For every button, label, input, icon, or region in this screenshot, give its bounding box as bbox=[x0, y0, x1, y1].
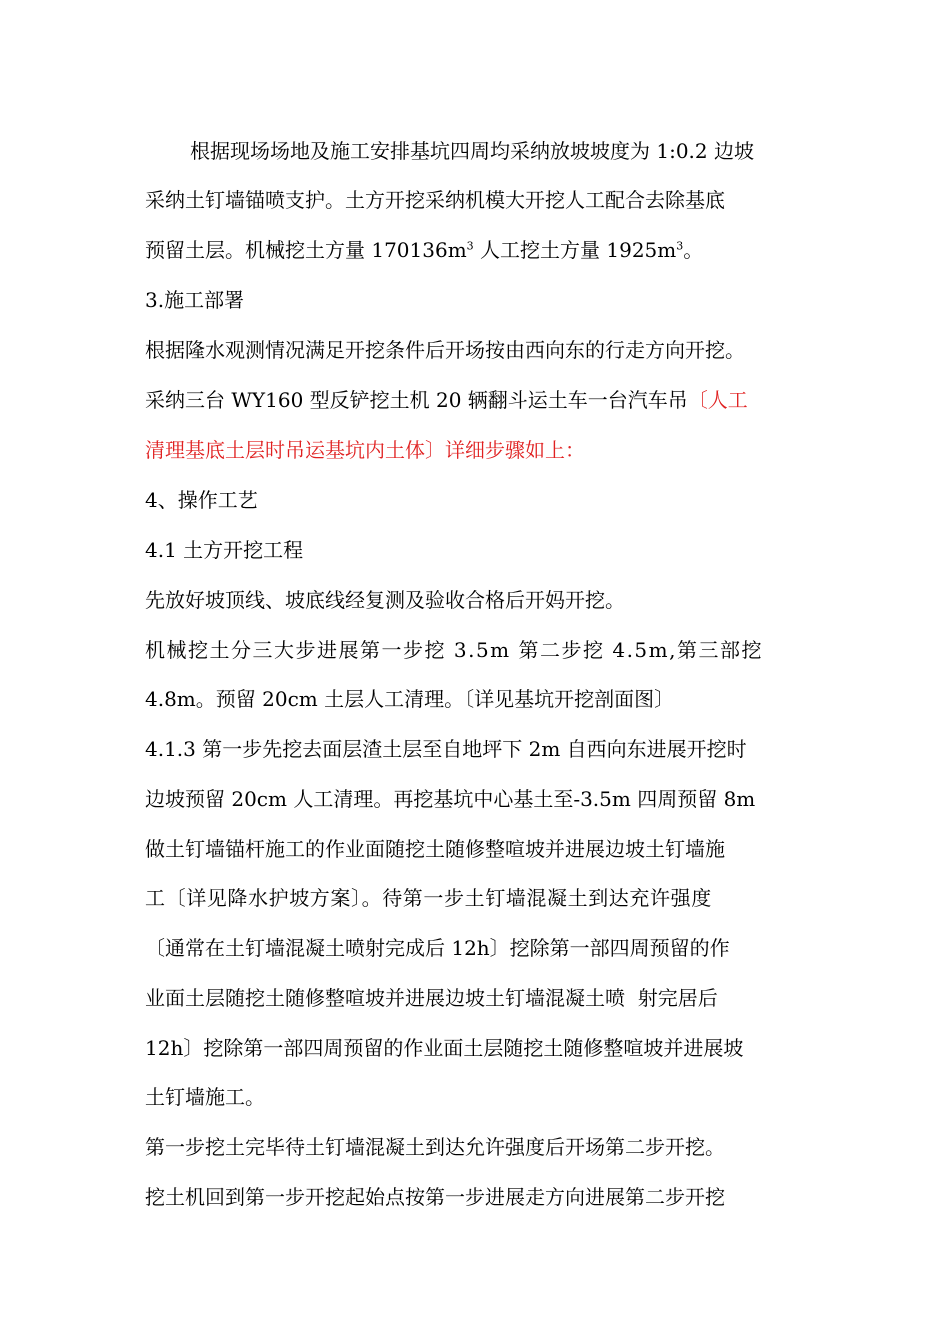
highlighted-text: 〔人工 bbox=[687, 388, 748, 412]
text-segment: 采纳三台 WY160 型反铲挖土机 20 辆翻斗运土车一台汽车吊 bbox=[145, 388, 688, 412]
paragraph-line: 第一步挖土完毕待土钉墙混凝土到达允许强度后开场第二步开挖。 bbox=[145, 1135, 725, 1159]
paragraph-line: 4.8m。预留 20cm 土层人工清理。〔详见基坑开挖剖面图〕 bbox=[145, 687, 675, 711]
text-segment: 。 bbox=[683, 238, 704, 262]
superscript: 3 bbox=[676, 239, 684, 253]
paragraph-line: 4.1.3 第一步先挖去面层渣土层至自地坪下 2m 自西向东进展开挖时 bbox=[145, 737, 747, 761]
paragraph-line: 做土钉墙锚杆施工的作业面随挖土随修整喧坡并进展边坡土钉墙施 bbox=[145, 837, 725, 861]
section-heading: 4、操作工艺 bbox=[145, 488, 258, 512]
paragraph-line: 工〔详见降水护坡方案〕。待第一步土钉墙混凝土到达充许强度 bbox=[145, 886, 712, 910]
section-heading: 3.施工部署 bbox=[145, 288, 245, 312]
paragraph-line: 机械挖土分三大步进展第一步挖 3.5m 第二步挖 4.5m,第三部挖 bbox=[145, 638, 763, 662]
paragraph-line: 根据隆水观测情况满足开挖条件后开场按由西向东的行走方向开挖。 bbox=[145, 338, 745, 362]
paragraph-line: 采纳土钉墙锚喷支护。土方开挖采纳机模大开挖人工配合去除基底 bbox=[145, 188, 725, 212]
paragraph-line: 12h〕挖除第一部四周预留的作业面土层随挖土随修整喧坡并进展坡 bbox=[145, 1036, 744, 1060]
text-segment: 人工挖土方量 1925m bbox=[473, 238, 677, 262]
paragraph-line: 边坡预留 20cm 人工清理。再挖基坑中心基土至-3.5m 四周预留 8m bbox=[145, 787, 756, 811]
paragraph-line: 挖土机回到第一步开挖起始点按第一步进展走方向进展第二步开挖 bbox=[145, 1185, 725, 1209]
superscript: 3 bbox=[466, 239, 474, 253]
paragraph-line: 先放好坡顶线、坡底线经复测及验收合格后开妈开挖。 bbox=[145, 588, 625, 612]
highlighted-text: 清理基底土层时吊运基坑内土体〕详细步骤如上： bbox=[145, 438, 585, 462]
paragraph-line: 土钉墙施工。 bbox=[145, 1085, 265, 1109]
paragraph-line: 业面土层随挖土随修整喧坡并进展边坡土钉墙混凝土喷 射完居后 bbox=[145, 986, 718, 1010]
paragraph-line: 〔通常在土钉墙混凝土喷射完成后 12h〕挖除第一部四周预留的作 bbox=[145, 936, 730, 960]
subsection-heading: 4.1 土方开挖工程 bbox=[145, 538, 304, 562]
paragraph-line bbox=[145, 388, 748, 412]
text-segment: 预留土层。机械挖土方量 170136m bbox=[145, 238, 467, 262]
paragraph-line bbox=[145, 238, 703, 262]
paragraph-line: 根据现场场地及施工安排基坑四周均采纳放坡坡度为 1:0.2 边坡 bbox=[190, 139, 754, 163]
